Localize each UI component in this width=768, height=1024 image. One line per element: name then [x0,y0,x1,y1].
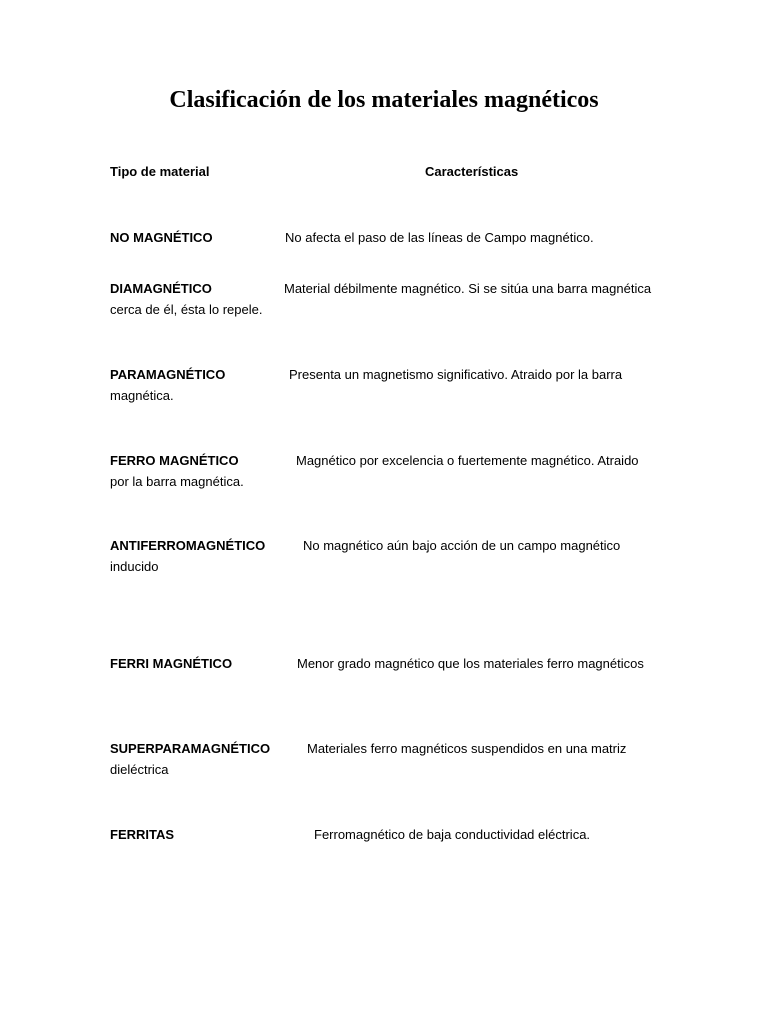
entry-description: Materiales ferro magnéticos suspendidos en una matriz dieléctrica [110,741,627,777]
entry-term: DIAMAGNÉTICO [110,281,212,296]
document-title: Clasificación de los materiales magnéticos [169,87,599,113]
entry-description: Material débilmente magnético. Si se sitúa una barra magnética cerca de él, ésta lo repele. [110,281,652,317]
entry-term: ANTIFERROMAGNÉTICO [110,538,266,553]
entry-antiferromagnetico [110,536,660,577]
entry-term: SUPERPARAMAGNÉTICO [110,741,271,756]
entry-description: Presenta un magnetismo significativo. Atraido por la barra magnética. [110,367,623,403]
entry-no-magnetico [110,228,660,249]
entry-paramagnetico [110,365,660,406]
entry-description: Magnético por excelencia o fuertemente magnético. Atraido por la barra magnética. [110,453,639,489]
entry-term: FERRI MAGNÉTICO [110,656,233,671]
entry-term: PARAMAGNÉTICO [110,367,226,382]
entry-ferro-magnetico [110,451,660,492]
entry-term: NO MAGNÉTICO [110,230,213,245]
entry-diamagnetico [110,279,660,320]
entry-description: No afecta el paso de las líneas de Campo magnético. [285,230,594,245]
entry-description: Menor grado magnético que los materiales ferro magnéticos [297,656,644,671]
column-header-type: Tipo de material [110,164,210,179]
entry-term: FERRITAS [110,827,175,842]
entry-term: FERRO MAGNÉTICO [110,453,239,468]
entry-description: Ferromagnético de baja conductividad eléctrica. [314,827,591,842]
column-header-characteristics: Características [425,164,519,179]
entry-description: No magnético aún bajo acción de un campo magnético inducido [110,538,621,574]
entry-ferri-magnetico [110,654,660,675]
entry-superparamagnetico [110,739,660,780]
entry-ferritas [110,825,660,846]
